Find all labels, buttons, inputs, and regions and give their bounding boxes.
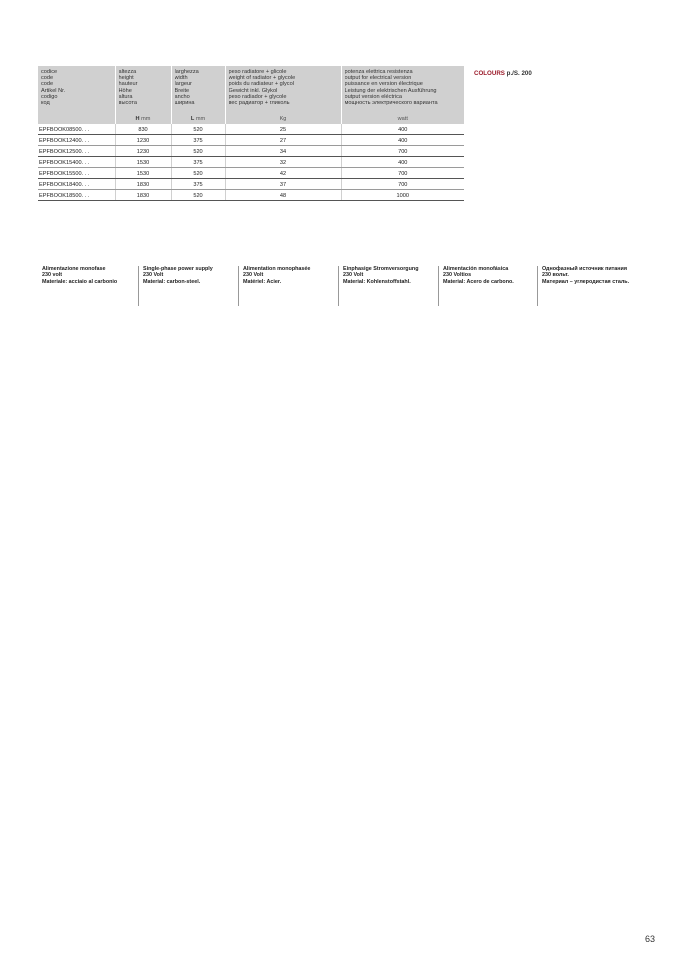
lang-block-spanish bbox=[438, 266, 514, 306]
lang-line: Einphasige Stromversorgung bbox=[343, 266, 419, 272]
cell-height: 1830 bbox=[115, 179, 171, 190]
header-label: вес радиатор + гликоль bbox=[228, 100, 290, 107]
unit-cell-height bbox=[115, 115, 171, 124]
header-label: potenza elettrica resistenza bbox=[344, 69, 413, 75]
header-label: hauteur bbox=[118, 81, 138, 88]
table-row bbox=[38, 157, 464, 168]
header-cell-code bbox=[38, 66, 115, 115]
header-label: codice bbox=[41, 69, 58, 75]
lang-block-german bbox=[338, 266, 418, 306]
cell-weight: 34 bbox=[225, 146, 341, 157]
page-number: 63 bbox=[645, 934, 656, 944]
lang-line: Alimentazione monofase bbox=[42, 266, 106, 272]
cell-weight: 25 bbox=[225, 124, 341, 135]
cell-power: 700 bbox=[341, 146, 464, 157]
language-descriptions bbox=[38, 266, 642, 306]
header-label: мощность электрического варианта bbox=[344, 100, 438, 107]
cell-height: 1230 bbox=[115, 146, 171, 157]
header-label: Leistung der elektrischen Ausführung bbox=[344, 87, 437, 94]
cell-height: 830 bbox=[115, 124, 171, 135]
cell-weight: 27 bbox=[225, 135, 341, 146]
header-label: code bbox=[41, 75, 54, 82]
cell-power: 700 bbox=[341, 168, 464, 179]
cell-width: 375 bbox=[171, 157, 225, 168]
cell-power: 1000 bbox=[341, 190, 464, 201]
unit-cell-code bbox=[38, 115, 115, 124]
cell-code: EPFBOOK15500. . . bbox=[38, 168, 115, 179]
cell-code: EPFBOOK15400. . . bbox=[38, 157, 115, 168]
table-row bbox=[38, 135, 464, 146]
spec-table bbox=[38, 66, 464, 201]
table-unit-row bbox=[38, 115, 464, 124]
lang-block-italian bbox=[38, 266, 117, 306]
header-label: codigo bbox=[41, 93, 58, 100]
table-row bbox=[38, 124, 464, 135]
lang-line: 230 вольт. bbox=[542, 272, 569, 279]
colours-label: COLOURS bbox=[474, 70, 505, 77]
lang-line: 230 Volt bbox=[143, 272, 164, 279]
header-label: высота bbox=[118, 100, 137, 107]
header-label: puissance en version électrique bbox=[344, 81, 423, 88]
header-label: ширина bbox=[174, 100, 195, 107]
unit-symbol: H bbox=[135, 115, 140, 122]
cell-code: EPFBOOK18400. . . bbox=[38, 179, 115, 190]
lang-block-english bbox=[138, 266, 213, 306]
cell-height: 1530 bbox=[115, 157, 171, 168]
header-cell-width bbox=[171, 66, 225, 115]
cell-width: 520 bbox=[171, 168, 225, 179]
cell-code: EPFBOOK08500. . . bbox=[38, 124, 115, 135]
lang-line: Однофазный источник питания bbox=[542, 266, 628, 272]
cell-width: 520 bbox=[171, 124, 225, 135]
lang-line: Material: carbon-steel. bbox=[143, 278, 201, 285]
cell-power: 400 bbox=[341, 124, 464, 135]
cell-height: 1830 bbox=[115, 190, 171, 201]
lang-line: Material: Kohlenstoffstahl. bbox=[343, 278, 411, 285]
lang-line: Alimentation monophasée bbox=[243, 266, 311, 272]
lang-block-russian bbox=[537, 266, 629, 306]
lang-line: 230 volt bbox=[42, 272, 63, 279]
cell-weight: 48 bbox=[225, 190, 341, 201]
lang-line: Материал – углеродистая сталь. bbox=[542, 278, 630, 285]
cell-code: EPFBOOK18500. . . bbox=[38, 190, 115, 201]
table-row bbox=[38, 168, 464, 179]
header-label: peso radiatore + glicole bbox=[228, 69, 287, 75]
colours-reference bbox=[474, 70, 532, 77]
lang-block-french bbox=[238, 266, 310, 306]
unit-label: mm bbox=[141, 115, 151, 122]
header-label: height bbox=[118, 75, 134, 82]
table-row bbox=[38, 190, 464, 201]
header-cell-height bbox=[115, 66, 171, 115]
header-label: Höhe bbox=[118, 87, 132, 94]
cell-power: 400 bbox=[341, 157, 464, 168]
table-row bbox=[38, 179, 464, 190]
header-cell-weight bbox=[225, 66, 341, 115]
header-label: Gewicht inkl. Glykol bbox=[228, 87, 278, 94]
colours-page-ref: p./S. 200 bbox=[506, 70, 532, 77]
unit-cell-width bbox=[171, 115, 225, 124]
cell-width: 375 bbox=[171, 135, 225, 146]
lang-line: 230 Voltios bbox=[443, 272, 472, 279]
header-label: ancho bbox=[174, 93, 190, 100]
unit-cell-power: watt bbox=[341, 115, 464, 124]
lang-line: 230 Volt bbox=[243, 272, 264, 279]
header-label: poids du radiateur + glycol bbox=[228, 81, 294, 88]
header-label: код bbox=[41, 100, 50, 107]
cell-width: 375 bbox=[171, 179, 225, 190]
header-cell-power bbox=[341, 66, 464, 115]
lang-line: Alimentación monofásica bbox=[443, 266, 509, 272]
cell-weight: 32 bbox=[225, 157, 341, 168]
header-label: largeur bbox=[174, 81, 192, 88]
header-label: larghezza bbox=[174, 69, 199, 75]
lang-line: Matériel: Acier. bbox=[243, 278, 282, 285]
cell-weight: 42 bbox=[225, 168, 341, 179]
cell-power: 400 bbox=[341, 135, 464, 146]
header-label: Breite bbox=[174, 87, 190, 94]
cell-code: EPFBOOK12400. . . bbox=[38, 135, 115, 146]
header-label: weight of radiator + glycole bbox=[228, 75, 296, 82]
unit-label: mm bbox=[195, 115, 206, 122]
header-label: output version eléctrica bbox=[344, 93, 403, 100]
header-label: width bbox=[174, 75, 188, 82]
cell-power: 700 bbox=[341, 179, 464, 190]
header-label: code bbox=[41, 81, 54, 88]
cell-weight: 37 bbox=[225, 179, 341, 190]
table-header-row bbox=[38, 66, 464, 115]
table-row bbox=[38, 146, 464, 157]
header-label: output for electrical version bbox=[344, 75, 412, 82]
unit-cell-weight: Kg bbox=[225, 115, 341, 124]
lang-line: Single-phase power supply bbox=[143, 266, 213, 272]
cell-height: 1230 bbox=[115, 135, 171, 146]
cell-height: 1530 bbox=[115, 168, 171, 179]
lang-line: Material: Acero de carbono. bbox=[443, 278, 514, 285]
header-label: peso radiador + glycole bbox=[228, 93, 287, 100]
unit-symbol: L bbox=[190, 115, 195, 122]
cell-code: EPFBOOK12500. . . bbox=[38, 146, 115, 157]
header-label: altezza bbox=[118, 69, 137, 75]
cell-width: 520 bbox=[171, 146, 225, 157]
header-label: altura bbox=[118, 93, 133, 100]
cell-width: 520 bbox=[171, 190, 225, 201]
lang-line: 230 Volt bbox=[343, 272, 364, 279]
header-label: Artikel Nr. bbox=[41, 87, 66, 94]
lang-line: Materiale: acciaio al carbonio bbox=[42, 278, 118, 285]
